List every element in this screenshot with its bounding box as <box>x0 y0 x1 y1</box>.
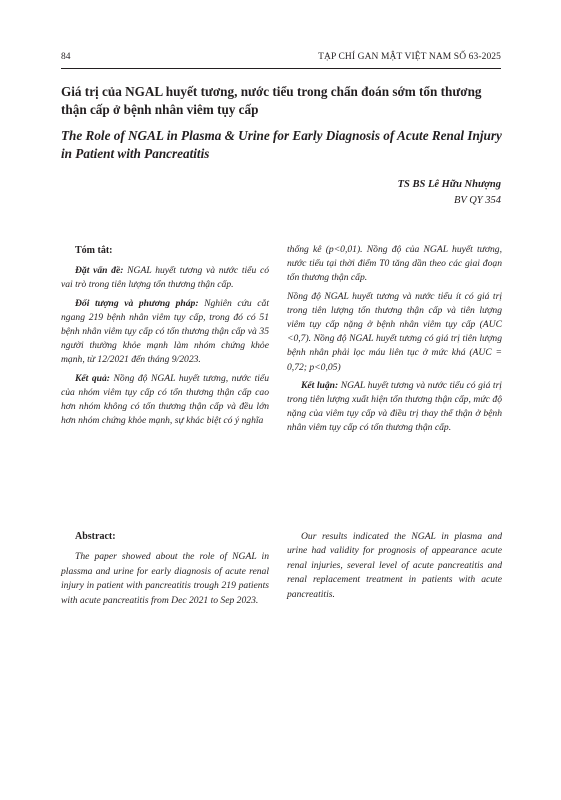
header-divider <box>61 68 501 69</box>
abstract-text-right: Our results indicated the NGAL in plasma and urine had validity for prognosis of appearance acute renal injuries, several level of acute pancreatitis and renal replacement treatment in patients with acute pancreatitis. <box>287 531 502 600</box>
abstract-heading: Abstract: <box>75 531 116 542</box>
conclusion-text: NGAL huyết tương và nước tiểu có giá trị trong tiên lượng xuất hiện tổn thương thận cấp, mức độ nặng của viêm tụy cấp và điều trị thay thế thận ở bệnh nhân viêm tụy cấp có tổn thương thận cấp. <box>287 379 502 434</box>
summary-conclusion <box>287 379 502 436</box>
summary-background <box>61 264 269 292</box>
methods-text: Nghiên cứu cắt ngang 219 bệnh nhân viêm tụy cấp, trong đó có 51 bệnh nhân viêm tụy cấp có tổn thương thận cấp và 35 người thường khỏe mạnh làm nhóm chứng khỏe mạnh, từ 12/2021 đến tháng 9/2023. <box>61 297 269 366</box>
summary-methods <box>61 297 269 368</box>
article-title-vietnamese: Giá trị của NGAL huyết tương, nước tiểu trong chẩn đoán sớm tổn thương thận cấp ở bệnh nhân viêm tụy cấp <box>61 84 482 117</box>
results-text-part1: Nồng độ NGAL huyết tương, nước tiểu của nhóm viêm tụy cấp có tổn thương thận cấp cao hơn nhóm không có tổn thương thận cấp và đều lớn hơn nhóm chứng khỏe mạnh, sự khác biệt có ý nghĩa <box>61 372 269 427</box>
summary-right-column <box>287 243 502 440</box>
results-continued: thống kê (p<0,01). Nồng độ của NGAL huyết tương, nước tiểu tại thời điểm T0 tăng dần theo các giai đoạn tổn thương thận cấp. <box>287 244 502 284</box>
author-name: TS BS Lê Hữu Nhượng <box>397 179 501 190</box>
summary-heading: Tóm tắt: <box>75 245 113 256</box>
article-title-english: The Role of NGAL in Plasma & Urine for Early Diagnosis of Acute Renal Injury in Patient with Pancreatitis <box>61 128 502 161</box>
page-number: 84 <box>61 52 71 62</box>
background-label: Đặt vấn đề: <box>75 265 124 277</box>
conclusion-label: Kết luận: <box>301 379 339 391</box>
results-auc: Nồng độ NGAL huyết tương và nước tiểu ít có giá trị trong tiên lượng tổn thương thận cấp và tiên lượng viêm tụy cấp nặng ở bệnh nhân viêm tụy cấp (AUC <0,7). Nồng độ NGAL huyết tương có giá trị tiên lượng bệnh nhân phải lọc máu liên tục ở mức khá (AUC = 0,72; p<0,05) <box>287 290 502 373</box>
results-label: Kết quả: <box>75 372 110 384</box>
methods-label: Đối tượng và phương pháp: <box>75 297 199 309</box>
summary-results <box>61 372 269 429</box>
abstract-right-column <box>287 530 502 602</box>
background-text: NGAL huyết tương và nước tiểu có vai trò trong tiên lượng tổn thương thận cấp. <box>61 265 269 291</box>
summary-left-column <box>61 244 269 432</box>
journal-name: TẠP CHÍ GAN MẬT VIỆT NAM SỐ 63-2025 <box>318 52 501 62</box>
abstract-text-left: The paper showed about the role of NGAL in plassma and urine for early diagnosis of acute renal injury in patient with pancreatitis trough 219 patients with acute pancreatitis from Dec 2021 to Sep 2023. <box>61 551 269 606</box>
abstract-left-column <box>61 530 269 608</box>
author-affiliation: BV QY 354 <box>453 195 501 206</box>
